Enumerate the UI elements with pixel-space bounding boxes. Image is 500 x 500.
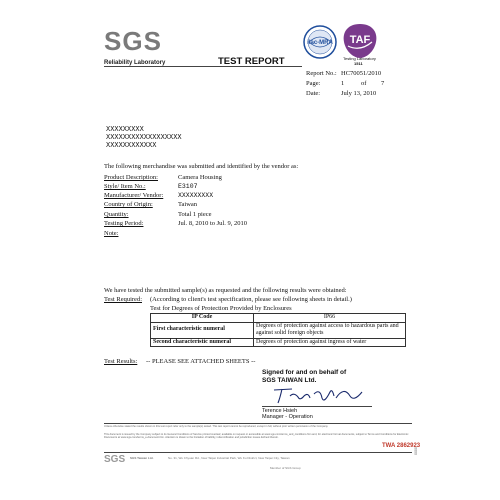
signer-name: Terence Hsieh [262,408,298,414]
test-results-label: Test Results: [104,358,138,365]
ilac-mra-badge-icon [302,24,338,60]
taf-badge-text: TAF [349,34,371,46]
field-value: XXXXXXXXX [178,192,214,199]
date-label: Date: [306,90,321,97]
table-cell: First characteristic numeral [151,322,254,338]
signature-line [262,406,372,407]
field-value: Jul. 8, 2010 to Jul. 9, 2010 [178,220,247,227]
footer-address: No. 31, Wu Chyuan Rd., New Taipei Industrial Park, Wu Ku District, New Taipei City, Taiwan [168,456,290,460]
page-label: Page: [306,80,321,87]
field-label: Testing Period: [104,220,144,227]
footer-disclaimer-2: This document is issued by the Company subject to its General Conditions of Service printed overleaf, available on request or accessible at www.sgs.com/terms_and_conditions.htm and, for electronic format documents, subject to Terms and Conditions for Electronic Documents at www.sgs.com/terms_e-document.htm. Attention is drawn to the limitation of liability, indemnification and jurisdiction issues defined therein. [104,433,409,439]
ilac-badge-text: ilac-MRA [307,40,333,46]
table-header-cell: IP66 [254,314,406,323]
table-cell: Degrees of protection against access to hazardous parts and against solid foreign objects [254,322,406,338]
intro-text: The following merchandise was submitted and identified by the vendor as: [104,163,299,170]
signer-role: Manager - Operation [262,414,313,420]
enclosure-test-title: Test for Degrees of Protection Provided by Enclosures [150,305,292,312]
field-label: Style/ Item No.: [104,183,146,190]
page-of: of [361,80,367,87]
handwritten-signature-icon [270,384,370,406]
sgs-logo: SGS [104,26,162,56]
footer-company: SGS Taiwan Ltd. [130,456,154,460]
field-label: Quantity: [104,211,129,218]
table-cell: Second characteristic numeral [151,338,254,347]
footer-divider [104,423,412,424]
field-label: Product Description: [104,174,158,181]
twa-code: TWA 2862923 [382,443,421,449]
field-value: Camera Housing [178,174,222,181]
test-results-text: -- PLEASE SEE ATTACHED SHEETS -- [146,358,256,365]
table-row [151,322,406,338]
field-value: Taiwan [178,201,198,208]
report-no-value: HC70051/2010 [341,70,382,77]
field-label: Note: [104,230,119,237]
page-number: 1 [341,80,345,87]
applicant-address-2: XXXXXXXXXXXX [106,142,157,150]
signing-company: SGS TAIWAN Ltd. [262,377,317,384]
signed-on-behalf-text: Signed for and on behalf of [262,369,347,376]
footer-bottom-divider [104,452,412,453]
field-label: Country of Origin: [104,201,153,208]
footer-member: Member of SGS Group [270,466,301,470]
results-intro-text: We have tested the submitted sample(s) as requested and the following results were obtained: [104,287,347,294]
field-value: E3107 [178,183,198,190]
footer-disclaimer-1: Unless otherwise stated the results shown in this test report refer only to the sample(s) tested. This test report cannot be reproduced, except in full, without prior written permission of the Company. [104,425,329,428]
applicant-address-1: XXXXXXXXXXXXXXXXXX [106,134,182,142]
footer-sgs-logo: SGS [104,454,126,465]
field-label: Manufacturer/ Vendor: [104,192,164,199]
taf-badge-number: 1511 [354,61,363,66]
report-title: TEST REPORT [218,56,285,67]
table-header-row [151,314,406,323]
table-row [151,338,406,347]
applicant-name: XXXXXXXXX [106,126,144,134]
enclosure-results-table [150,313,406,347]
page-total: 7 [381,80,385,87]
test-required-text: (According to client's test specification, please see following sheets in detail.) [150,296,352,303]
report-no-label: Report No.: [306,70,337,77]
date-value: July 13, 2010 [341,90,377,97]
table-header-cell: IP Code [151,314,254,323]
taf-badge-subtitle: Testing Laboratory [343,56,376,61]
lab-subtitle: Reliability Laboratory [104,60,166,66]
document-serial: 0000 [414,447,418,455]
header-divider [104,66,302,67]
field-value: Total 1 piece [178,211,212,218]
table-cell: Degrees of protection against ingress of water [254,338,406,347]
test-required-label: Test Required: [104,296,142,303]
